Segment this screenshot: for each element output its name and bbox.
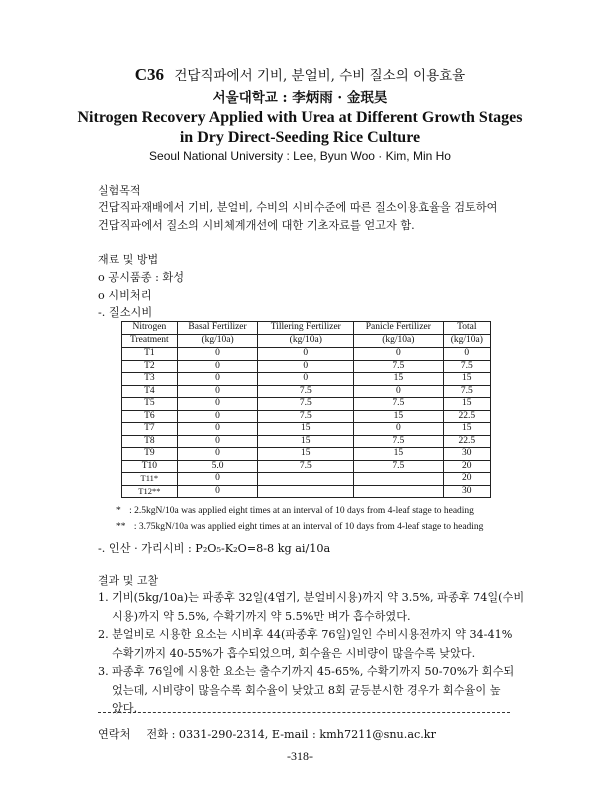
footnote-double-star bbox=[116, 522, 483, 532]
table-cell: 7.5 bbox=[354, 360, 443, 373]
table-cell: T6 bbox=[122, 410, 178, 423]
contact-details: 전화 : 0331-290-2314, E-mail : kmh7211@snu.ac.kr bbox=[146, 728, 436, 741]
table-cell: 0 bbox=[258, 360, 354, 373]
nitrogen-item: -. 질소시비 bbox=[98, 306, 153, 319]
table-cell: 0 bbox=[177, 485, 258, 498]
table-cell: 15 bbox=[258, 435, 354, 448]
contact-label: 연락처 bbox=[98, 728, 131, 741]
table-cell: 0 bbox=[177, 473, 258, 486]
table-row bbox=[122, 360, 491, 373]
table-cell: 0 bbox=[258, 373, 354, 386]
table-cell bbox=[354, 485, 443, 498]
table-cell: 15 bbox=[258, 423, 354, 436]
result-line: 었는데, 시비량이 많을수록 회수율이 낮았고 8회 균등분시한 경우가 회수율이 높 bbox=[112, 683, 501, 697]
footnote-text: : 3.75kgN/10a was applied eight times at an interval of 10 days from 4-leaf stage to heading bbox=[133, 522, 484, 532]
phosphate-potash-fertilizer: -. 인산 · 가리시비 : P₂O₅-K₂O=8-8 kg ai/10a bbox=[98, 542, 331, 555]
table-cell: 5.0 bbox=[177, 460, 258, 473]
table-cell: 7.5 bbox=[443, 385, 490, 398]
table-row bbox=[122, 423, 491, 436]
table-cell: T3 bbox=[122, 373, 178, 386]
table-cell: 0 bbox=[258, 348, 354, 361]
result-line: 기비(5kg/10a)는 파종후 32일(4엽기, 분얼비시용)까지 약 3.5%, 파종후 74일(수비 bbox=[112, 591, 525, 604]
objective-text bbox=[98, 199, 528, 235]
results-heading: 결과 및 고찰 bbox=[98, 574, 159, 587]
table-cell: 0 bbox=[354, 348, 443, 361]
table-cell: 7.5 bbox=[354, 435, 443, 448]
table-cell: 20 bbox=[443, 460, 490, 473]
nitrogen-treatment-table bbox=[121, 321, 491, 498]
col-subheader-panicle: (kg/10a) bbox=[354, 335, 443, 348]
result-line: 았다. bbox=[112, 702, 138, 715]
abstract-code: C36 bbox=[134, 65, 165, 84]
table-cell: 0 bbox=[177, 448, 258, 461]
table-cell: 7.5 bbox=[354, 460, 443, 473]
table-cell: 20 bbox=[443, 473, 490, 486]
table-cell: T10 bbox=[122, 460, 178, 473]
table-cell: T5 bbox=[122, 398, 178, 411]
table-cell: 0 bbox=[177, 385, 258, 398]
table-cell: T12** bbox=[122, 485, 178, 498]
col-header-panicle: Panicle Fertilizer bbox=[354, 322, 443, 335]
table-row bbox=[122, 460, 491, 473]
table-cell: 7.5 bbox=[258, 460, 354, 473]
table-cell: 7.5 bbox=[354, 398, 443, 411]
result-line: 분얼비로 시용한 요소는 시비후 44(파종후 76일)일인 수비시용전까지 약 34-41% bbox=[112, 628, 513, 641]
page-number: -318- bbox=[287, 749, 313, 763]
col-subheader-basal: (kg/10a) bbox=[177, 335, 258, 348]
table-cell: 15 bbox=[443, 373, 490, 386]
table-cell: 0 bbox=[177, 360, 258, 373]
table-cell: T11* bbox=[122, 473, 178, 486]
table-row bbox=[122, 473, 491, 486]
cultivar-item: o 공시품종 : 화성 bbox=[98, 271, 185, 284]
table-cell: 15 bbox=[354, 448, 443, 461]
table-cell bbox=[258, 485, 354, 498]
table-cell bbox=[354, 473, 443, 486]
objective-line-2: 건답직파에서 질소의 시비체계개선에 대한 기초자료를 얻고자 함. bbox=[98, 219, 415, 232]
table-row bbox=[122, 435, 491, 448]
result-line: 수확기까지 40-55%가 흡수되었으며, 회수율은 시비량이 많을수록 낮았다. bbox=[112, 646, 476, 660]
table-cell: 0 bbox=[354, 423, 443, 436]
objective-heading: 실험목적 bbox=[98, 184, 141, 197]
col-header-total: Total bbox=[443, 322, 490, 335]
table-row bbox=[122, 385, 491, 398]
table-cell: T9 bbox=[122, 448, 178, 461]
table-header-row-2 bbox=[122, 335, 491, 348]
table-cell: T2 bbox=[122, 360, 178, 373]
result-number: 3. bbox=[98, 665, 109, 678]
english-authors: Seoul National University : Lee, Byun Woo · Kim, Min Ho bbox=[149, 149, 451, 163]
separator-dashed-line bbox=[98, 712, 510, 713]
result-item-2 bbox=[98, 626, 530, 663]
result-number: 1. bbox=[98, 591, 109, 604]
english-title bbox=[60, 108, 540, 148]
table-cell: 15 bbox=[354, 373, 443, 386]
col-subheader-tillering: (kg/10a) bbox=[258, 335, 354, 348]
english-title-line-2: in Dry Direct-Seeding Rice Culture bbox=[179, 129, 421, 146]
english-title-line-1: Nitrogen Recovery Applied with Urea at Different Growth Stages bbox=[77, 109, 523, 126]
table-row bbox=[122, 373, 491, 386]
col-subheader-total: (kg/10a) bbox=[443, 335, 490, 348]
table-row bbox=[122, 485, 491, 498]
table-cell: 0 bbox=[177, 435, 258, 448]
table-cell: T4 bbox=[122, 385, 178, 398]
table-cell: 30 bbox=[443, 448, 490, 461]
result-line: 파종후 76일에 시용한 요소는 출수기까지 45-65%, 수확기까지 50-70%가 회수되 bbox=[112, 665, 515, 678]
table-cell: 0 bbox=[177, 410, 258, 423]
result-item-3 bbox=[98, 663, 530, 719]
footnote-marker: ** bbox=[116, 522, 128, 532]
col-header-treatment: Nitrogen bbox=[122, 322, 178, 335]
table-row bbox=[122, 398, 491, 411]
footnote-text: : 2.5kgN/10a was applied eight times at an interval of 10 days from 4-leaf stage to heading bbox=[129, 506, 474, 516]
table-cell: 15 bbox=[443, 398, 490, 411]
table-row bbox=[122, 410, 491, 423]
result-item-1 bbox=[98, 589, 530, 626]
korean-title bbox=[0, 64, 600, 85]
table-cell: 0 bbox=[443, 348, 490, 361]
col-header-tillering: Tillering Fertilizer bbox=[258, 322, 354, 335]
table-cell: 7.5 bbox=[443, 360, 490, 373]
methods-heading: 재료 및 방법 bbox=[98, 253, 159, 266]
table-cell: 7.5 bbox=[258, 398, 354, 411]
result-number: 2. bbox=[98, 628, 109, 641]
table-cell: T1 bbox=[122, 348, 178, 361]
table-cell: 15 bbox=[258, 448, 354, 461]
table-cell: 7.5 bbox=[258, 385, 354, 398]
korean-title-text: 건답직파에서 기비, 분얼비, 수비 질소의 이용효율 bbox=[174, 68, 466, 84]
table-cell: 0 bbox=[177, 373, 258, 386]
table-cell: 0 bbox=[177, 398, 258, 411]
korean-affiliation: 서울대학교 : 李炳雨 · 金珉昊 bbox=[212, 90, 388, 106]
col-header-basal: Basal Fertilizer bbox=[177, 322, 258, 335]
objective-line-1: 건답직파재배에서 기비, 분얼비, 수비의 시비수준에 따른 질소이용효율을 검토하여 bbox=[98, 201, 498, 214]
result-line: 시용)까지 약 5.5%, 수확기까지 약 5.5%만 벼가 흡수하였다. bbox=[112, 609, 411, 623]
footnote-single-star bbox=[116, 506, 474, 516]
table-cell: 0 bbox=[177, 423, 258, 436]
treatment-item: o 시비처리 bbox=[98, 289, 152, 302]
table-cell: T8 bbox=[122, 435, 178, 448]
table-cell: 22.5 bbox=[443, 435, 490, 448]
table-cell: T7 bbox=[122, 423, 178, 436]
table-cell: 15 bbox=[443, 423, 490, 436]
table-cell: 7.5 bbox=[258, 410, 354, 423]
table-cell: 22.5 bbox=[443, 410, 490, 423]
table-row bbox=[122, 348, 491, 361]
footnote-marker: * bbox=[116, 506, 124, 516]
table-cell bbox=[258, 473, 354, 486]
table-cell: 0 bbox=[177, 348, 258, 361]
table-cell: 30 bbox=[443, 485, 490, 498]
table-cell: 0 bbox=[354, 385, 443, 398]
col-subheader-treatment: Treatment bbox=[122, 335, 178, 348]
table-cell: 15 bbox=[354, 410, 443, 423]
contact-info bbox=[98, 726, 436, 742]
table-header-row-1 bbox=[122, 322, 491, 335]
table-row bbox=[122, 448, 491, 461]
